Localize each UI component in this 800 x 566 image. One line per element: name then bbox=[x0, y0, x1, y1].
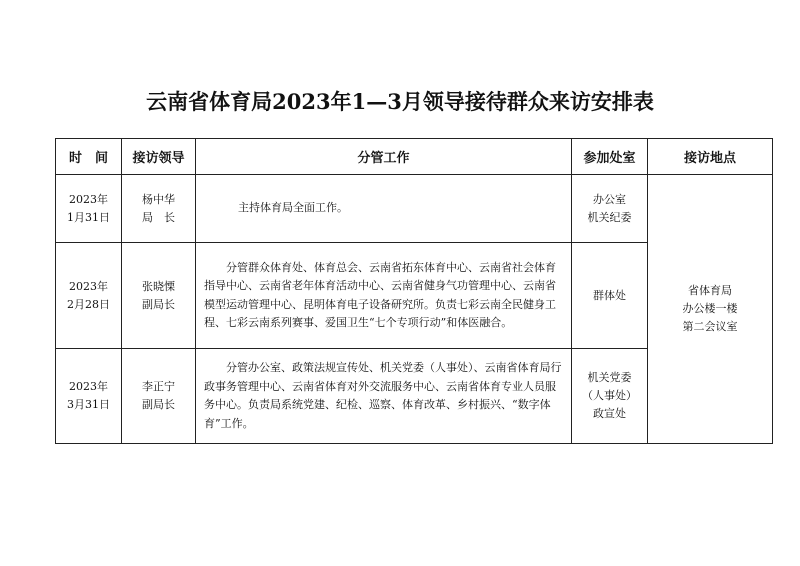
duties-text: 分管办公室、政策法规宣传处、机关党委（人事处）、云南省体育局行政事务管理中心、云南省体育对外交流服务中心、云南省体育专业人员服务中心。负责局系统党建、纪检、巡察、体育改革、乡村振兴、“数字体育”工作。 bbox=[204, 361, 562, 430]
header-location: 接访地点 bbox=[648, 139, 773, 175]
location-line: 第二会议室 bbox=[682, 320, 738, 333]
location-line: 办公楼一楼 bbox=[682, 302, 738, 315]
date-year: 2023年 bbox=[69, 380, 108, 393]
department-line: 政宣处 bbox=[593, 407, 626, 420]
date-cell bbox=[56, 175, 122, 243]
department-cell bbox=[572, 243, 648, 349]
location-cell bbox=[648, 175, 773, 444]
table-header-row bbox=[56, 139, 773, 175]
duties-text: 主持体育局全面工作。 bbox=[238, 201, 348, 215]
header-leader: 接访领导 bbox=[122, 139, 196, 175]
department-line: （人事处） bbox=[582, 389, 637, 402]
table-row bbox=[56, 175, 773, 243]
leader-cell bbox=[122, 349, 196, 444]
location-line: 省体育局 bbox=[688, 284, 732, 297]
duties-cell bbox=[196, 175, 572, 243]
schedule-table bbox=[55, 138, 773, 444]
leader-name: 张晓慄 bbox=[142, 279, 175, 293]
page-title: 云南省体育局2023年1—3月领导接待群众来访安排表 bbox=[146, 89, 654, 114]
date-day: 1月31日 bbox=[67, 210, 110, 224]
duties-text: 分管群众体育处、体育总会、云南省拓东体育中心、云南省社会体育指导中心、云南省老年体育活动中心、云南省健身气功管理中心、云南省模型运动管理中心、昆明体育电子设备研究所。负责七彩云南全民健身工程、七彩云南系列赛事、爱国卫生“七个专项行动”和体医融合。 bbox=[204, 260, 556, 329]
leader-name: 杨中华 bbox=[142, 192, 175, 206]
duties-cell bbox=[196, 243, 572, 349]
date-year: 2023年 bbox=[69, 192, 108, 206]
header-duties: 分管工作 bbox=[196, 139, 572, 175]
leader-title: 副局长 bbox=[142, 297, 175, 311]
department-line: 机关纪委 bbox=[587, 210, 632, 224]
duties-cell bbox=[196, 349, 572, 444]
leader-title: 副局长 bbox=[142, 398, 175, 411]
department-cell bbox=[572, 349, 648, 444]
leader-title: 局 长 bbox=[142, 210, 175, 224]
leader-name: 李正宁 bbox=[142, 380, 175, 393]
leader-cell bbox=[122, 243, 196, 349]
date-cell bbox=[56, 243, 122, 349]
leader-cell bbox=[122, 175, 196, 243]
department-cell bbox=[572, 175, 648, 243]
header-time: 时 间 bbox=[56, 139, 122, 175]
date-day: 2月28日 bbox=[67, 297, 110, 311]
date-year: 2023年 bbox=[69, 279, 108, 293]
date-day: 3月31日 bbox=[67, 398, 110, 411]
header-department: 参加处室 bbox=[572, 139, 648, 175]
department-line: 办公室 bbox=[593, 192, 626, 206]
department-line: 群体处 bbox=[593, 288, 626, 302]
date-cell bbox=[56, 349, 122, 444]
department-line: 机关党委 bbox=[587, 371, 632, 384]
